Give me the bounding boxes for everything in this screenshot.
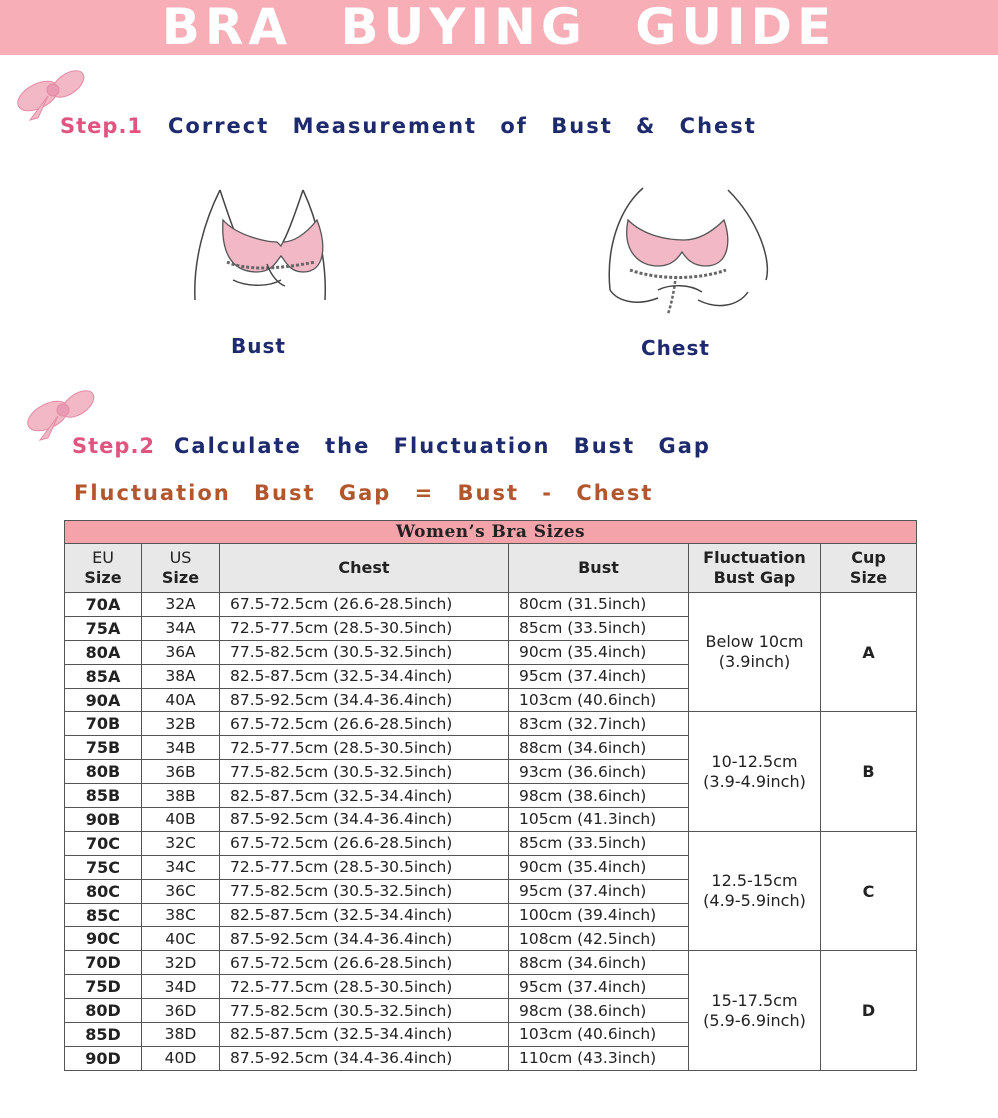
chest-cell: 82.5-87.5cm (32.5-34.4inch) [220,784,509,808]
us-size-cell: 38C [142,903,220,927]
table-row [65,951,917,975]
eu-size-cell: 70C [65,831,142,855]
table-row [65,831,917,855]
us-size-cell: 32D [142,951,220,975]
eu-size-cell: 75C [65,855,142,879]
fluctuation-gap-cell: Below 10cm (3.9inch) [689,593,821,712]
bust-cell: 95cm (37.4inch) [509,664,689,688]
step2-label: Step.2 [72,434,156,458]
bust-cell: 85cm (33.5inch) [509,616,689,640]
bust-cell: 108cm (42.5inch) [509,927,689,951]
chest-cell: 72.5-77.5cm (28.5-30.5inch) [220,855,509,879]
eu-size-cell: 90C [65,927,142,951]
us-size-cell: 36D [142,999,220,1023]
chest-cell: 72.5-77.5cm (28.5-30.5inch) [220,975,509,999]
bust-cell: 110cm (43.3inch) [509,1046,689,1070]
bust-cell: 105cm (41.3inch) [509,808,689,832]
chest-cell: 82.5-87.5cm (32.5-34.4inch) [220,903,509,927]
header-cup-size: Cup Size [821,544,917,593]
bust-cell: 90cm (35.4inch) [509,640,689,664]
step1-heading: Correct Measurement of Bust & Chest [168,114,757,138]
us-size-cell: 36A [142,640,220,664]
us-size-cell: 34C [142,855,220,879]
chest-cell: 67.5-72.5cm (26.6-28.5inch) [220,951,509,975]
step1-label: Step.1 [60,114,144,138]
chest-cell: 77.5-82.5cm (30.5-32.5inch) [220,999,509,1023]
bust-cell: 95cm (37.4inch) [509,975,689,999]
us-size-cell: 40C [142,927,220,951]
chest-cell: 82.5-87.5cm (32.5-34.4inch) [220,664,509,688]
eu-size-cell: 90B [65,808,142,832]
bust-cell: 95cm (37.4inch) [509,879,689,903]
header-eu-size: EU Size [65,544,142,593]
table-header-row [65,544,917,593]
us-size-cell: 32C [142,831,220,855]
fluctuation-gap-cell: 12.5-15cm (4.9-5.9inch) [689,831,821,950]
bust-cell: 83cm (32.7inch) [509,712,689,736]
eu-size-cell: 85C [65,903,142,927]
eu-size-cell: 90A [65,688,142,712]
cup-size-cell: B [821,712,917,831]
cup-size-cell: A [821,593,917,712]
header-fluctuation-gap: Fluctuation Bust Gap [689,544,821,593]
eu-size-cell: 70D [65,951,142,975]
chest-cell: 67.5-72.5cm (26.6-28.5inch) [220,593,509,617]
us-size-cell: 38A [142,664,220,688]
cup-size-cell: D [821,951,917,1070]
us-size-cell: 34D [142,975,220,999]
eu-size-cell: 75A [65,616,142,640]
us-size-cell: 32A [142,593,220,617]
chest-cell: 77.5-82.5cm (30.5-32.5inch) [220,760,509,784]
eu-size-cell: 90D [65,1046,142,1070]
eu-size-cell: 80A [65,640,142,664]
bust-cell: 90cm (35.4inch) [509,855,689,879]
header-chest: Chest [220,544,509,593]
table-row [65,593,917,617]
eu-size-cell: 75D [65,975,142,999]
chest-cell: 77.5-82.5cm (30.5-32.5inch) [220,879,509,903]
header-bust: Bust [509,544,689,593]
bust-cell: 98cm (38.6inch) [509,784,689,808]
chest-cell: 72.5-77.5cm (28.5-30.5inch) [220,736,509,760]
chest-cell: 82.5-87.5cm (32.5-34.4inch) [220,1023,509,1047]
us-size-cell: 36C [142,879,220,903]
eu-size-cell: 70A [65,593,142,617]
chest-measurement-illustration [598,180,778,320]
page-title: BRA BUYING GUIDE [161,0,837,56]
chest-cell: 67.5-72.5cm (26.6-28.5inch) [220,831,509,855]
us-size-cell: 36B [142,760,220,784]
us-size-cell: 34A [142,616,220,640]
header-banner [0,0,998,55]
chest-cell: 87.5-92.5cm (34.4-36.4inch) [220,688,509,712]
bust-cell: 88cm (34.6inch) [509,951,689,975]
bust-cell: 100cm (39.4inch) [509,903,689,927]
bust-cell: 103cm (40.6inch) [509,1023,689,1047]
chest-cell: 67.5-72.5cm (26.6-28.5inch) [220,712,509,736]
fluctuation-gap-cell: 10-12.5cm (3.9-4.9inch) [689,712,821,831]
table-title: Women’s Bra Sizes [65,521,917,544]
bust-cell: 93cm (36.6inch) [509,760,689,784]
chest-cell: 77.5-82.5cm (30.5-32.5inch) [220,640,509,664]
us-size-cell: 34B [142,736,220,760]
us-size-cell: 38D [142,1023,220,1047]
us-size-cell: 40A [142,688,220,712]
bust-cell: 103cm (40.6inch) [509,688,689,712]
eu-size-cell: 80B [65,760,142,784]
bra-size-table [64,520,917,1071]
chest-cell: 87.5-92.5cm (34.4-36.4inch) [220,1046,509,1070]
chest-cell: 72.5-77.5cm (28.5-30.5inch) [220,616,509,640]
eu-size-cell: 85A [65,664,142,688]
us-size-cell: 38B [142,784,220,808]
header-us-size: US Size [142,544,220,593]
bust-cell: 98cm (38.6inch) [509,999,689,1023]
eu-size-cell: 85B [65,784,142,808]
eu-size-cell: 80D [65,999,142,1023]
gap-formula: Fluctuation Bust Gap = Bust - Chest [74,481,654,505]
eu-size-cell: 80C [65,879,142,903]
eu-size-cell: 85D [65,1023,142,1047]
chest-cell: 87.5-92.5cm (34.4-36.4inch) [220,808,509,832]
us-size-cell: 40B [142,808,220,832]
cup-size-cell: C [821,831,917,950]
fluctuation-gap-cell: 15-17.5cm (5.9-6.9inch) [689,951,821,1070]
chest-cell: 87.5-92.5cm (34.4-36.4inch) [220,927,509,951]
bust-cell: 80cm (31.5inch) [509,593,689,617]
us-size-cell: 32B [142,712,220,736]
chest-caption: Chest [641,336,710,360]
bust-cell: 85cm (33.5inch) [509,831,689,855]
eu-size-cell: 75B [65,736,142,760]
us-size-cell: 40D [142,1046,220,1070]
bust-cell: 88cm (34.6inch) [509,736,689,760]
eu-size-cell: 70B [65,712,142,736]
bust-caption: Bust [231,334,286,358]
bust-measurement-illustration [185,180,335,305]
step2-heading: Calculate the Fluctuation Bust Gap [174,434,711,458]
table-row [65,712,917,736]
